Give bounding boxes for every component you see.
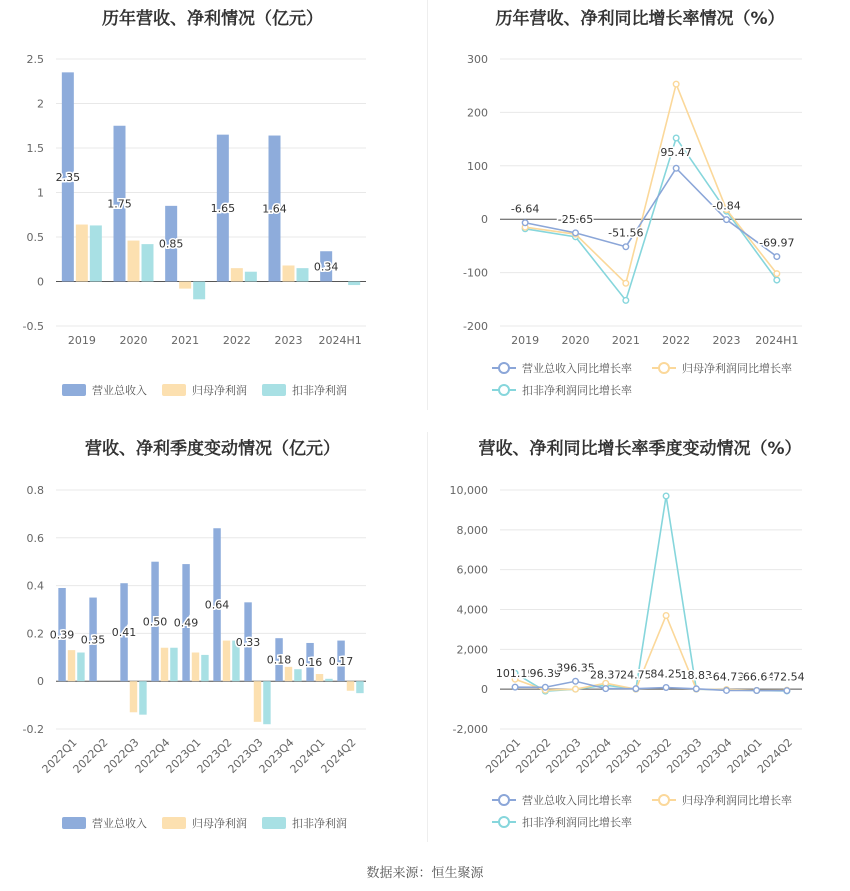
x-tick-label: 2023Q3 (664, 735, 705, 776)
bar (68, 650, 75, 681)
bar (263, 681, 270, 724)
data-point (623, 244, 629, 250)
data-point (633, 686, 639, 692)
y-tick-label: 2.5 (26, 53, 44, 66)
x-tick-label: 2022Q2 (70, 735, 111, 776)
point-value-label: -64.73 (708, 670, 745, 684)
bar-value-label: 0.17 (328, 654, 354, 668)
y-tick-label: -0.2 (22, 723, 44, 736)
y-tick-label: 4,000 (456, 603, 488, 617)
data-point (663, 613, 669, 619)
bar-value-label: 0.33 (235, 635, 261, 649)
bar (179, 282, 191, 289)
y-tick-label: -200 (463, 320, 488, 333)
bar (142, 244, 154, 281)
bar-value-label: 1.64 (262, 202, 287, 216)
x-tick-label: 2023Q2 (634, 735, 675, 776)
bar-value-label: 0.39 (49, 628, 75, 642)
data-point (623, 280, 629, 286)
bar (348, 282, 360, 286)
point-value-label: 96.39 (529, 667, 562, 681)
annual-bar-chart-title: 历年营收、净利情况（亿元） (102, 9, 323, 29)
bar-value-label: 0.34 (313, 260, 339, 274)
point-value-label: 18.83 (680, 668, 713, 682)
y-tick-label: 0.8 (26, 484, 44, 497)
y-tick-label: 0 (37, 675, 44, 689)
legend-label: 扣非净利润同比增长率 (522, 384, 632, 397)
point-value-label: -0.84 (712, 199, 741, 213)
data-point (663, 685, 669, 691)
y-tick-label: -0.5 (22, 320, 44, 333)
legend-label: 归母净利润同比增长率 (682, 362, 792, 375)
y-tick-label: 1 (37, 186, 44, 200)
annual-growth-chart-title: 历年营收、净利同比增长率情况（%） (495, 9, 785, 29)
x-tick-label: 2021 (171, 334, 200, 347)
data-point (673, 135, 679, 141)
y-tick-label: 0.5 (26, 231, 44, 244)
x-tick-label: 2020 (561, 334, 590, 347)
data-point (754, 688, 760, 694)
point-value-label: -69.97 (759, 236, 795, 250)
point-value-label: 28.37 (589, 668, 622, 682)
x-tick-label: 2021 (611, 334, 640, 347)
point-value-label: -66.64 (738, 670, 775, 684)
x-tick-label: 2023 (274, 334, 303, 347)
y-tick-label: 0 (481, 213, 488, 227)
bar (316, 674, 323, 681)
bar (283, 265, 295, 281)
data-point (724, 217, 730, 223)
y-tick-label: 2 (37, 97, 44, 111)
data-point (603, 686, 609, 692)
point-value-label: 396.35 (556, 661, 595, 675)
bar (161, 648, 168, 681)
x-tick-label: 2022Q3 (543, 735, 584, 776)
bar (193, 282, 205, 300)
data-point (573, 686, 579, 692)
legend-marker (659, 795, 669, 805)
x-tick-label: 2023Q1 (603, 735, 645, 776)
y-tick-label: 300 (467, 53, 488, 66)
bar (347, 681, 354, 691)
legend-swatch (262, 817, 286, 829)
data-point (673, 165, 679, 171)
bar (77, 653, 84, 682)
legend-marker (499, 363, 509, 373)
y-tick-label: 200 (467, 106, 488, 120)
x-tick-label: 2024Q1 (724, 735, 765, 776)
x-tick-label: 2020 (119, 334, 148, 347)
x-tick-label: 2022Q3 (101, 735, 142, 776)
data-point (774, 271, 780, 277)
data-point (543, 684, 549, 690)
legend-label: 营业总收入 (92, 384, 147, 397)
x-tick-label: 2022Q4 (132, 735, 173, 776)
legend-swatch (262, 384, 286, 396)
point-value-label: 95.47 (660, 146, 692, 160)
quarterly-bar-chart-title: 营收、净利季度变动情况（亿元） (85, 439, 340, 459)
quarterly-bar-chart-panel (0, 428, 425, 848)
legend-marker (499, 817, 509, 827)
legend-swatch (162, 817, 186, 829)
bar (285, 667, 292, 681)
y-tick-label: 100 (467, 159, 488, 173)
data-point (573, 678, 579, 684)
legend-label: 营业总收入同比增长率 (522, 794, 632, 807)
annual-bar-chart-panel (0, 0, 425, 420)
x-tick-label: 2024Q2 (318, 735, 359, 776)
data-source-note: 数据来源：恒生聚源 (366, 866, 484, 881)
annual-growth-chart-panel (430, 0, 850, 420)
y-tick-label: 0 (37, 275, 44, 289)
legend-marker (499, 795, 509, 805)
legend-marker (659, 363, 669, 373)
x-tick-label: 2024H1 (318, 334, 362, 347)
x-tick-label: 2022Q4 (573, 735, 614, 776)
x-tick-label: 2024H1 (755, 334, 799, 347)
point-value-label: -6.64 (510, 202, 540, 216)
bar-value-label: 0.18 (266, 653, 292, 667)
bar-value-label: 0.64 (204, 598, 230, 612)
bar-value-label: 1.75 (107, 197, 132, 211)
y-tick-label: 2,000 (456, 643, 488, 657)
legend-swatch (162, 384, 186, 396)
point-value-label: -51.56 (608, 226, 644, 240)
x-tick-label: 2023 (712, 334, 741, 347)
bar-value-label: 1.65 (210, 202, 236, 216)
data-point (623, 298, 629, 304)
bar (170, 648, 177, 681)
bar (130, 681, 137, 712)
series-line (525, 84, 777, 283)
data-point (724, 688, 730, 694)
legend-label: 扣非净利润 (292, 817, 347, 830)
y-tick-label: 0.6 (26, 531, 44, 545)
bar (294, 669, 301, 681)
bar (139, 681, 146, 714)
legend-label: 归母净利润 (192, 817, 247, 830)
bar-value-label: 0.41 (111, 626, 137, 640)
top-divider (427, 0, 428, 410)
y-tick-label: 0.4 (26, 579, 44, 593)
point-value-label: 84.25 (650, 667, 682, 681)
x-tick-label: 2023Q2 (194, 735, 235, 776)
bar-value-label: 0.85 (158, 237, 184, 251)
legend-swatch (62, 817, 86, 829)
data-point (512, 684, 518, 690)
x-tick-label: 2023Q4 (694, 735, 735, 776)
bar (192, 653, 199, 682)
y-tick-label: -2,000 (452, 723, 488, 736)
bar (76, 225, 88, 282)
legend-label: 归母净利润 (192, 384, 247, 397)
data-point (694, 686, 700, 692)
x-tick-label: 2022Q1 (483, 735, 524, 776)
legend-label: 营业总收入同比增长率 (522, 362, 632, 375)
point-value-label: 101.19 (495, 667, 535, 681)
quarterly-growth-chart-panel (430, 428, 850, 848)
quarterly-growth-chart (430, 428, 850, 848)
bar (231, 268, 243, 281)
quarterly-bar-chart (0, 428, 425, 848)
bar-value-label: 0.50 (142, 615, 168, 629)
bar (297, 268, 309, 281)
y-tick-label: 0 (481, 683, 488, 697)
y-tick-label: 10,000 (449, 484, 488, 497)
data-point (673, 81, 679, 87)
x-tick-label: 2022 (662, 334, 691, 347)
legend-label: 营业总收入 (92, 817, 147, 830)
bar-value-label: 0.49 (173, 616, 199, 630)
bar-value-label: 0.16 (297, 656, 323, 670)
legend-marker (499, 385, 509, 395)
data-point (774, 277, 780, 283)
bar (325, 679, 332, 681)
legend-label: 扣非净利润 (292, 384, 347, 397)
data-point (573, 230, 579, 236)
y-tick-label: -100 (463, 266, 488, 280)
annual-growth-chart (430, 0, 850, 420)
quarterly-growth-chart-title: 营收、净利同比增长率季度变动情况（%） (478, 439, 802, 459)
point-value-label: 24.75 (620, 668, 652, 682)
bar (223, 641, 230, 682)
x-tick-label: 2019 (67, 334, 96, 347)
x-tick-label: 2023Q3 (225, 735, 266, 776)
annual-bar-chart (0, 0, 425, 420)
bar-value-label: 0.35 (80, 633, 106, 647)
bar (254, 681, 261, 722)
y-tick-label: 0.2 (26, 627, 44, 641)
bar (90, 225, 102, 281)
bottom-divider (427, 432, 428, 842)
data-point (784, 688, 790, 694)
point-value-label: -25.65 (557, 212, 594, 226)
bar (201, 655, 208, 681)
data-point (774, 254, 780, 260)
y-tick-label: 6,000 (456, 563, 488, 577)
bar (245, 272, 257, 282)
bar (128, 241, 140, 282)
point-value-label: -72.54 (769, 670, 805, 684)
y-tick-label: 8,000 (456, 523, 488, 537)
legend-label: 归母净利润同比增长率 (682, 794, 792, 807)
bar-value-label: 2.35 (55, 170, 81, 184)
x-tick-label: 2023Q1 (163, 735, 204, 776)
x-tick-label: 2022Q1 (39, 735, 80, 776)
legend-label: 扣非净利润同比增长率 (522, 816, 632, 829)
data-point (522, 220, 528, 226)
x-tick-label: 2024Q1 (287, 735, 328, 776)
x-tick-label: 2019 (511, 334, 540, 347)
y-tick-label: 1.5 (26, 142, 44, 155)
x-tick-label: 2023Q4 (256, 735, 297, 776)
bar (356, 681, 363, 693)
legend-swatch (62, 384, 86, 396)
x-tick-label: 2022Q2 (513, 735, 554, 776)
x-tick-label: 2022 (222, 334, 251, 347)
x-tick-label: 2024Q2 (754, 735, 796, 776)
data-point (663, 493, 669, 499)
